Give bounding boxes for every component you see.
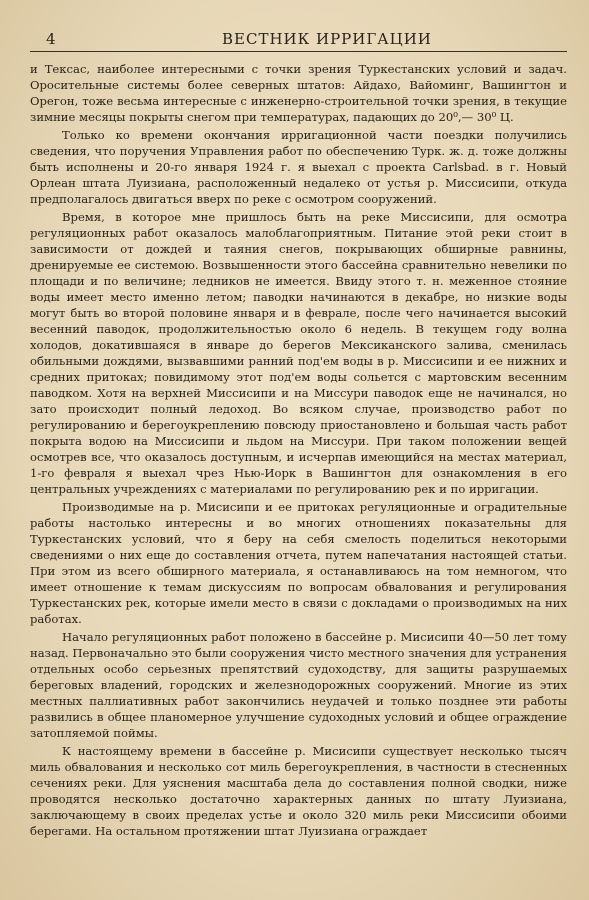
article-body [30, 61, 567, 839]
journal-title: ВЕСТНИК ИРРИГАЦИИ [222, 30, 432, 48]
paragraph-4: Производимые на р. Мисисипи и ее притоках регуляционные и оградительные работы настолько интересны и во многих отношениях показательны для Туркестанских условий, что я беру на себя смелость поделиться некоторыми сведениями о них еще до составления отчета, путем напечатания настоящей статьи. При этом из всего обширного материала, я останавливаюсь на том немногом, что имеет отношение к темам дискуссиям по вопросам обвалования и регулирования Туркестанских рек, которые имели место в связи с докладами о производимых на них работах. [30, 500, 567, 626]
paragraph-5: Начало регуляционных работ положено в бассейне р. Мисисипи 40—50 лет тому назад. Первоначально это были сооружения чисто местного значения для устранения отдельных особо серьезных препятствий судоходству, для защиты разрушаемых береговых владений, городских и железнодорожных сооружений. Многие из этих местных паллиативных работ закончились неудачей и только позднее эти работы развились в общее планомерное улучшение судоходных условий и общее ограждение затопляемой поймы. [30, 630, 567, 740]
page-number: 4 [46, 30, 56, 48]
paragraph-6: К настоящему времени в бассейне р. Мисисипи существует несколько тысяч миль обвалования и несколько сот миль берегоукрепления, в частности в стесненных сечениях реки. Для уяснения масштаба дела до составления полной сводки, ниже проводятся несколько достаточно характерных данных по штату Луизиана, заключающему в своих пределах устье и около 320 миль реки Миссисипи обоими берегами. На остальном протяжении штат Луизиана ограждает [30, 744, 567, 838]
paragraph-1: и Тексас, наиболее интересными с точки зрения Туркестанских условий и задач. Оросительные системы более северных штатов: Айдахо, Вайоминг, Вашингтон и Орегон, тоже весьма интересные с инженерно-строительной точки зрения, в текущие зимние месяцы покрыты снегом при температурах, падающих до 20⁰,— 30⁰ Ц. [30, 62, 567, 124]
page-header [30, 30, 567, 52]
paragraph-2: Только ко времени окончания ирригационной части поездки получились сведения, что поручения Управления работ по обеспечению Турк. ж. д. тоже должны быть исполнены и 20-го января 1924 г. я выехал с проекта Carlsbad. в г. Новый Орлеан штата Луизиана, расположенный недалеко от устья р. Миссисипи, откуда предполагалось двигаться вверх по реке с осмотром сооружений. [30, 128, 567, 206]
paragraph-3: Время, в которое мне пришлось быть на реке Миссисипи, для осмотра регуляционных работ оказалось малоблагоприятным. Питание этой реки стоит в зависимости от дождей и таяния снегов, покрывающих обширные равнины, дренируемые ее системою. Возвышенности этого бассейна сравнительно невелики по площади и по величине; ледников не имеется. Ввиду этого т. н. меженное стояние воды имеет место именно летом; паводки начинаются в декабре, но низкие воды могут быть во второй половине января и в феврале, после чего начинается высокий весенний паводок, продолжительностью около 6 недель. В текущем году волна холодов, докатившаяся в январе до берегов Мексиканского залива, сменилась обильными дождями, вызвавшими ранний под'ем воды в р. Миссисипи и ее нижних и средних притоках; повидимому этот под'ем воды сольется с мартовским весенним паводком. Хотя на верхней Миссисипи и на Миссури паводок еще не начинался, но зато происходит полный ледоход. Во всяком случае, производство работ по регулированию и берегоукреплению повсюду приостановлено и большая часть работ покрыта водою на Миссисипи и льдом на Миссури. При таком положении вещей осмотрев все, что оказалось доступным, и исчерпав имеющийся на местах материал, 1-го февраля я выехал чрез Нью-Иорк в Вашингтон для ознакомления в его центральных учреждениях с материалами по регулированию рек и по ирригации. [30, 210, 567, 496]
